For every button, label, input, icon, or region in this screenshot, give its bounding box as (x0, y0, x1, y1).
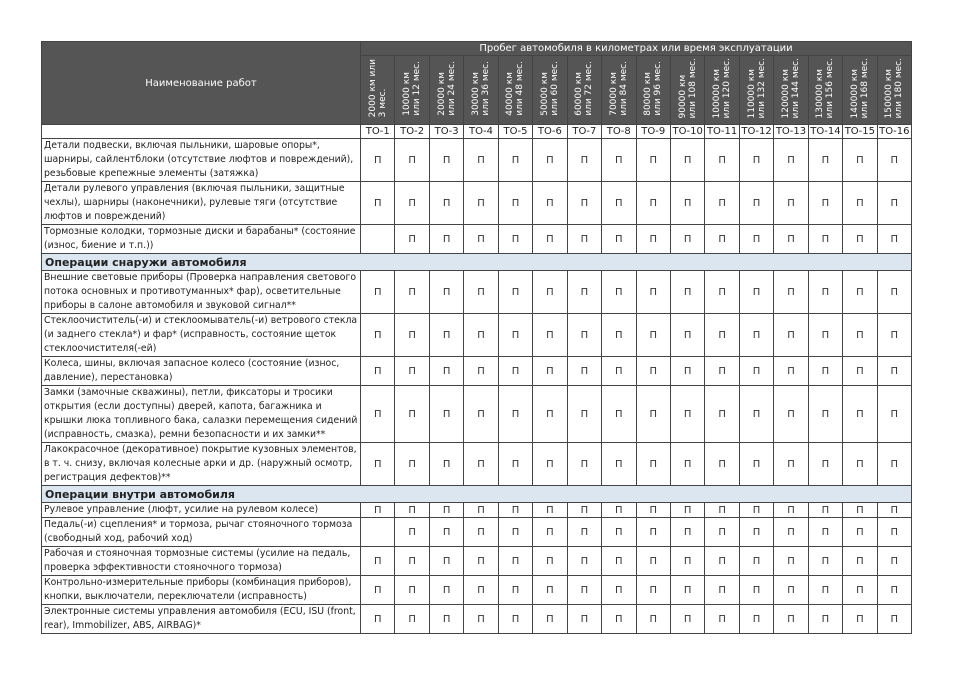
service-mark: П (739, 314, 773, 357)
service-mark: П (464, 314, 498, 357)
service-mark: П (533, 605, 567, 634)
interval-label: 140000 км или 168 мес. (849, 57, 870, 119)
work-description: Рулевое управление (люфт, усилие на рулевом колесе) (42, 503, 361, 518)
service-mark: П (498, 271, 532, 314)
service-mark: П (464, 443, 498, 486)
service-mark: П (464, 357, 498, 386)
table-row (42, 139, 912, 182)
service-mark: П (602, 576, 636, 605)
interval-label: 110000 км или 132 мес. (746, 57, 767, 119)
service-mark: П (774, 386, 808, 443)
service-mark: П (843, 386, 877, 443)
work-description: Контрольно-измерительные приборы (комбинация приборов), кнопки, выключатели, переключатели (исправность) (42, 576, 361, 605)
service-mark: П (361, 547, 395, 576)
service-mark: П (808, 314, 842, 357)
service-mark: П (636, 314, 670, 357)
service-mark: П (670, 443, 704, 486)
service-mark: П (670, 225, 704, 254)
service-mark: П (843, 139, 877, 182)
service-header-12: ТО-12 (739, 125, 773, 139)
service-mark: П (808, 357, 842, 386)
service-mark: П (395, 271, 429, 314)
table-row (42, 547, 912, 576)
service-mark: П (705, 225, 739, 254)
mileage-header: Пробег автомобиля в километрах или время эксплуатации (361, 42, 912, 56)
service-mark: П (705, 576, 739, 605)
service-header-11: ТО-11 (705, 125, 739, 139)
service-mark: П (498, 386, 532, 443)
service-mark: П (808, 518, 842, 547)
service-mark: П (533, 386, 567, 443)
service-mark: П (843, 605, 877, 634)
service-mark: П (429, 225, 463, 254)
interval-header-13 (774, 56, 808, 125)
service-mark: П (567, 225, 601, 254)
service-header-15: ТО-15 (843, 125, 877, 139)
service-mark: П (705, 271, 739, 314)
service-mark: П (498, 182, 532, 225)
service-mark: П (567, 386, 601, 443)
service-mark: П (602, 386, 636, 443)
service-mark: П (739, 271, 773, 314)
service-mark: П (429, 139, 463, 182)
interval-header-2 (395, 56, 429, 125)
service-mark: П (361, 271, 395, 314)
service-mark: П (670, 314, 704, 357)
work-description: Педаль(-и) сцепления* и тормоза, рычаг стояночного тормоза (свободный ход, рабочий ход) (42, 518, 361, 547)
interval-label: 2000 км или 3 мес. (367, 58, 388, 118)
service-mark: П (636, 182, 670, 225)
service-mark: П (567, 518, 601, 547)
interval-header-10 (670, 56, 704, 125)
interval-label: 150000 км или 180 мес. (884, 57, 905, 119)
service-mark: П (395, 443, 429, 486)
service-mark: П (808, 605, 842, 634)
service-mark: П (774, 547, 808, 576)
service-mark: П (464, 547, 498, 576)
service-mark: П (533, 225, 567, 254)
service-header-7: ТО-7 (567, 125, 601, 139)
interval-header-14 (808, 56, 842, 125)
service-mark: П (636, 386, 670, 443)
service-mark: П (498, 139, 532, 182)
table-row (42, 576, 912, 605)
service-mark: П (774, 443, 808, 486)
service-mark: П (808, 182, 842, 225)
service-mark (361, 225, 395, 254)
service-mark: П (395, 576, 429, 605)
service-mark: П (877, 225, 911, 254)
interval-label: 60000 км или 72 мес. (574, 60, 595, 116)
service-mark: П (361, 576, 395, 605)
service-mark: П (533, 182, 567, 225)
service-mark: П (739, 576, 773, 605)
service-mark: П (429, 605, 463, 634)
service-mark: П (533, 518, 567, 547)
service-mark: П (395, 225, 429, 254)
service-mark: П (774, 139, 808, 182)
interval-header-15 (843, 56, 877, 125)
service-mark: П (705, 443, 739, 486)
service-mark: П (602, 357, 636, 386)
service-mark: П (361, 503, 395, 518)
service-header-16: ТО-16 (877, 125, 911, 139)
service-header-9: ТО-9 (636, 125, 670, 139)
service-mark: П (395, 357, 429, 386)
service-mark: П (877, 605, 911, 634)
service-mark: П (808, 139, 842, 182)
service-mark: П (843, 503, 877, 518)
service-mark: П (670, 518, 704, 547)
service-mark: П (705, 518, 739, 547)
service-mark: П (670, 547, 704, 576)
service-mark: П (636, 443, 670, 486)
interval-header-9 (636, 56, 670, 125)
service-mark: П (602, 443, 636, 486)
service-mark: П (774, 314, 808, 357)
service-header-13: ТО-13 (774, 125, 808, 139)
service-mark: П (739, 182, 773, 225)
service-mark: П (843, 518, 877, 547)
service-mark: П (774, 576, 808, 605)
service-mark: П (533, 503, 567, 518)
service-mark: П (533, 139, 567, 182)
service-mark: П (429, 314, 463, 357)
table-row (42, 518, 912, 547)
interval-label: 80000 км или 96 мес. (643, 60, 664, 116)
service-mark: П (877, 357, 911, 386)
interval-header-5 (498, 56, 532, 125)
service-mark: П (567, 547, 601, 576)
header-row-top (42, 42, 912, 56)
service-mark: П (877, 386, 911, 443)
service-mark: П (533, 576, 567, 605)
interval-label: 50000 км или 60 мес. (539, 60, 560, 116)
service-mark: П (808, 547, 842, 576)
service-mark: П (602, 518, 636, 547)
service-mark: П (395, 547, 429, 576)
service-mark: П (361, 443, 395, 486)
service-mark: П (670, 503, 704, 518)
section-row (42, 486, 912, 503)
table-row (42, 357, 912, 386)
service-header-8: ТО-8 (602, 125, 636, 139)
table-row (42, 386, 912, 443)
maintenance-schedule-table (41, 41, 912, 634)
service-header-2: ТО-2 (395, 125, 429, 139)
service-blank-cell (42, 125, 361, 139)
work-description: Детали подвески, включая пыльники, шаровые опоры*, шарниры, сайлентблоки (отсутствие люфтов и повреждений), резьбовые крепежные элементы (затяжка) (42, 139, 361, 182)
service-mark: П (705, 182, 739, 225)
service-mark: П (670, 139, 704, 182)
service-mark: П (395, 182, 429, 225)
service-mark: П (636, 503, 670, 518)
service-mark: П (567, 443, 601, 486)
service-mark: П (774, 357, 808, 386)
service-mark: П (602, 314, 636, 357)
interval-label: 10000 км или 12 мес. (402, 60, 423, 116)
service-mark: П (670, 605, 704, 634)
work-description: Лакокрасочное (декоративное) покрытие кузовных элементов, в т. ч. снизу, включая колесные арки и др. (наружный осмотр, регистрация дефектов)** (42, 443, 361, 486)
service-mark: П (739, 386, 773, 443)
service-mark: П (843, 182, 877, 225)
service-mark: П (739, 443, 773, 486)
service-mark: П (567, 357, 601, 386)
service-mark: П (636, 518, 670, 547)
service-mark: П (843, 314, 877, 357)
service-mark: П (602, 605, 636, 634)
service-header-14: ТО-14 (808, 125, 842, 139)
service-mark: П (808, 271, 842, 314)
service-mark: П (636, 576, 670, 605)
table-row (42, 271, 912, 314)
work-description: Замки (замочные скважины), петли, фиксаторы и тросики открытия (если доступны) дверей, капота, багажника и крышки люка топливного бака, салазки перемещения сидений (исправность, смазка), ремни безопасности и их замки** (42, 386, 361, 443)
service-mark: П (464, 518, 498, 547)
service-header-4: ТО-4 (464, 125, 498, 139)
service-mark: П (843, 357, 877, 386)
service-mark: П (705, 139, 739, 182)
table-row (42, 503, 912, 518)
service-mark: П (498, 503, 532, 518)
work-description: Детали рулевого управления (включая пыльники, защитные чехлы), шарниры (наконечники), рулевые тяги (отсутствие люфтов и повреждений) (42, 182, 361, 225)
service-mark: П (739, 547, 773, 576)
service-mark: П (464, 271, 498, 314)
service-mark: П (670, 182, 704, 225)
service-mark: П (705, 547, 739, 576)
interval-header-7 (567, 56, 601, 125)
service-mark: П (808, 225, 842, 254)
table-row (42, 182, 912, 225)
service-header-10: ТО-10 (670, 125, 704, 139)
service-mark: П (877, 518, 911, 547)
service-mark: П (429, 576, 463, 605)
interval-label: 20000 км или 24 мес. (436, 60, 457, 116)
header-row-services (42, 125, 912, 139)
service-mark: П (533, 357, 567, 386)
service-mark: П (429, 271, 463, 314)
work-description: Рабочая и стояночная тормозные системы (усилие на педаль, проверка эффективности стояночного тормоза) (42, 547, 361, 576)
service-mark: П (843, 547, 877, 576)
interval-header-8 (602, 56, 636, 125)
interval-label: 120000 км или 144 мес. (780, 57, 801, 119)
service-mark: П (774, 518, 808, 547)
service-mark: П (877, 503, 911, 518)
service-mark: П (636, 271, 670, 314)
service-mark: П (533, 314, 567, 357)
service-mark: П (670, 271, 704, 314)
service-mark: П (533, 547, 567, 576)
service-mark: П (670, 386, 704, 443)
service-mark: П (498, 547, 532, 576)
interval-label: 30000 км или 36 мес. (471, 60, 492, 116)
interval-label: 40000 км или 48 мес. (505, 60, 526, 116)
service-mark: П (636, 605, 670, 634)
service-mark: П (464, 576, 498, 605)
service-mark: П (636, 139, 670, 182)
service-mark: П (429, 386, 463, 443)
service-mark: П (429, 182, 463, 225)
interval-header-12 (739, 56, 773, 125)
service-mark: П (361, 605, 395, 634)
service-mark: П (567, 605, 601, 634)
service-mark: П (808, 503, 842, 518)
service-mark: П (705, 605, 739, 634)
service-mark: П (705, 503, 739, 518)
service-mark: П (843, 271, 877, 314)
service-mark: П (843, 443, 877, 486)
section-title: Операции снаружи автомобиля (42, 254, 912, 271)
section-title: Операции внутри автомобиля (42, 486, 912, 503)
service-mark: П (395, 503, 429, 518)
service-mark: П (670, 357, 704, 386)
service-mark: П (739, 518, 773, 547)
service-mark (361, 518, 395, 547)
table-row (42, 443, 912, 486)
service-mark: П (739, 503, 773, 518)
service-mark: П (705, 386, 739, 443)
service-mark: П (464, 225, 498, 254)
service-mark: П (567, 576, 601, 605)
service-mark: П (533, 271, 567, 314)
service-mark: П (498, 605, 532, 634)
service-mark: П (395, 139, 429, 182)
service-mark: П (877, 314, 911, 357)
service-mark: П (774, 271, 808, 314)
work-description: Колеса, шины, включая запасное колесо (состояние (износ, давление), перестановка) (42, 357, 361, 386)
work-description: Электронные системы управления автомобиля (ECU, ISU (front, rear), Immobilizer, ABS, AIRBAG)* (42, 605, 361, 634)
interval-header-6 (533, 56, 567, 125)
service-mark: П (429, 443, 463, 486)
table-row (42, 314, 912, 357)
service-mark: П (808, 443, 842, 486)
service-mark: П (670, 576, 704, 605)
service-mark: П (739, 357, 773, 386)
service-mark: П (429, 518, 463, 547)
service-mark: П (602, 225, 636, 254)
service-mark: П (739, 605, 773, 634)
service-mark: П (498, 225, 532, 254)
service-mark: П (498, 314, 532, 357)
service-mark: П (567, 182, 601, 225)
interval-header-1 (361, 56, 395, 125)
service-mark: П (567, 271, 601, 314)
service-mark: П (361, 357, 395, 386)
service-mark: П (877, 139, 911, 182)
service-mark: П (361, 182, 395, 225)
service-mark: П (705, 357, 739, 386)
interval-header-4 (464, 56, 498, 125)
service-mark: П (636, 547, 670, 576)
interval-label: 130000 км или 156 мес. (815, 57, 836, 119)
service-mark: П (774, 605, 808, 634)
work-description: Стеклоочиститель(-и) и стеклоомыватель(-и) ветрового стекла (и заднего стекла*) и фар* (исправность, состояние щеток стеклоочистителя(-ей) (42, 314, 361, 357)
service-mark: П (361, 314, 395, 357)
section-row (42, 254, 912, 271)
table-header (42, 42, 912, 139)
service-mark: П (533, 443, 567, 486)
table-row (42, 225, 912, 254)
service-mark: П (602, 271, 636, 314)
service-mark: П (498, 576, 532, 605)
service-mark: П (498, 443, 532, 486)
service-mark: П (877, 443, 911, 486)
service-mark: П (877, 547, 911, 576)
interval-label: 70000 км или 84 мес. (608, 60, 629, 116)
service-mark: П (774, 225, 808, 254)
service-mark: П (429, 503, 463, 518)
service-mark: П (567, 503, 601, 518)
service-mark: П (843, 576, 877, 605)
work-description: Тормозные колодки, тормозные диски и барабаны* (состояние (износ, биение и т.п.)) (42, 225, 361, 254)
service-mark: П (877, 271, 911, 314)
service-header-3: ТО-3 (429, 125, 463, 139)
service-header-6: ТО-6 (533, 125, 567, 139)
table-body (42, 139, 912, 634)
service-mark: П (774, 503, 808, 518)
interval-label: 100000 км или 120 мес. (712, 57, 733, 119)
service-mark: П (739, 139, 773, 182)
service-mark: П (602, 139, 636, 182)
service-mark: П (602, 547, 636, 576)
service-mark: П (395, 386, 429, 443)
service-header-1: ТО-1 (361, 125, 395, 139)
work-description: Внешние световые приборы (Проверка направления светового потока основных и противотуманных* фар), осветительные приборы в салоне автомобиля и звуковой сигнал** (42, 271, 361, 314)
service-mark: П (464, 605, 498, 634)
service-mark: П (636, 225, 670, 254)
service-mark: П (774, 182, 808, 225)
table-row (42, 605, 912, 634)
service-mark: П (464, 139, 498, 182)
service-header-5: ТО-5 (498, 125, 532, 139)
service-mark: П (464, 386, 498, 443)
service-mark: П (843, 225, 877, 254)
service-mark: П (498, 357, 532, 386)
interval-header-11 (705, 56, 739, 125)
service-mark: П (636, 357, 670, 386)
service-mark: П (877, 182, 911, 225)
service-mark: П (429, 547, 463, 576)
service-mark: П (602, 182, 636, 225)
service-mark: П (705, 314, 739, 357)
service-mark: П (361, 386, 395, 443)
service-mark: П (361, 139, 395, 182)
service-mark: П (464, 503, 498, 518)
service-mark: П (395, 605, 429, 634)
service-mark: П (739, 225, 773, 254)
service-mark: П (567, 139, 601, 182)
service-mark: П (602, 503, 636, 518)
service-mark: П (808, 576, 842, 605)
interval-header-3 (429, 56, 463, 125)
service-mark: П (567, 314, 601, 357)
service-mark: П (464, 182, 498, 225)
work-name-header: Наименование работ (42, 42, 361, 125)
service-mark: П (498, 518, 532, 547)
service-mark: П (429, 357, 463, 386)
service-mark: П (877, 576, 911, 605)
service-mark: П (808, 386, 842, 443)
service-mark: П (395, 314, 429, 357)
interval-label: 90000 км или 108 мес. (677, 57, 698, 119)
interval-header-16 (877, 56, 911, 125)
service-mark: П (395, 518, 429, 547)
